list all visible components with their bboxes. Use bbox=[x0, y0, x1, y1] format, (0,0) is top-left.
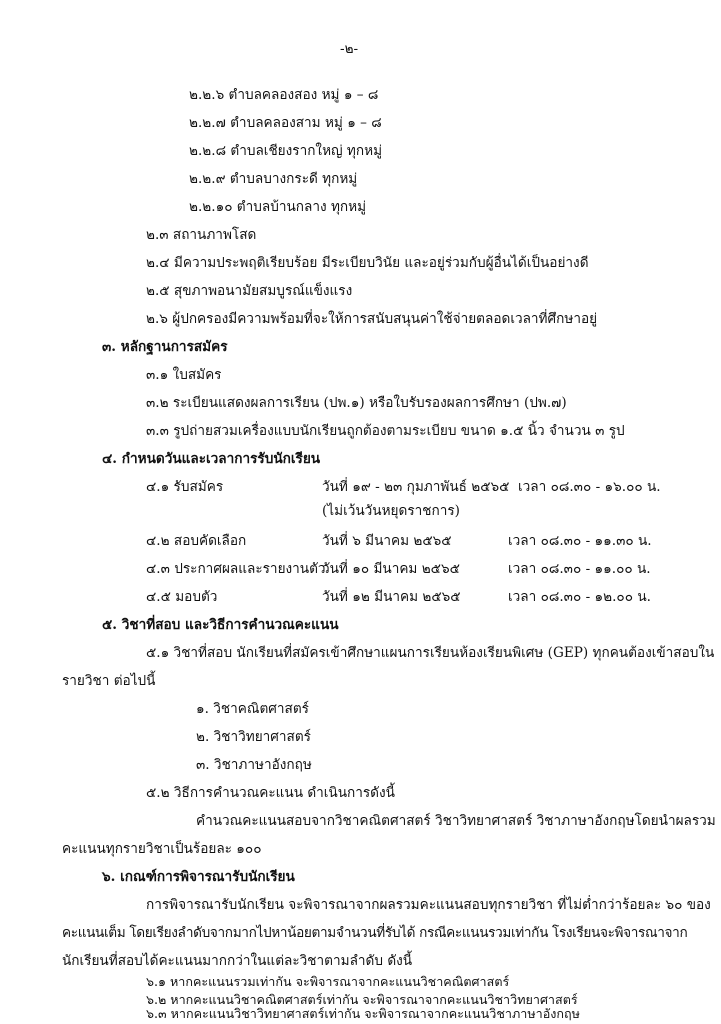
schedule-item: ๔.๒ สอบคัดเลือก bbox=[146, 533, 247, 549]
paragraph-line: รายวิชา ต่อไปนี้ bbox=[62, 673, 156, 689]
list-item: ๒.๒.๙ ตำบลบางกระดี ทุกหมู่ bbox=[189, 171, 358, 187]
section-heading: ๕. วิชาที่สอบ และวิธีการคำนวณคะแนน bbox=[102, 617, 339, 633]
list-item: ๒.๔ มีความประพฤติเรียบร้อย มีระเบียบวินัย และอยู่ร่วมกับผู้อื่นได้เป็นอย่างดี bbox=[146, 255, 589, 271]
list-item: ๒.๒.๑๐ ตำบลบ้านกลาง ทุกหมู่ bbox=[189, 199, 367, 215]
list-item: ๓.๓ รูปถ่ายสวมเครื่องแบบนักเรียนถูกต้องตามระเบียบ ขนาด ๑.๕ นิ้ว จำนวน ๓ รูป bbox=[146, 423, 625, 439]
schedule-item: ๔.๕ มอบตัว bbox=[146, 589, 218, 605]
schedule-date: วันที่ ๖ มีนาคม ๒๕๖๕ bbox=[322, 533, 452, 549]
schedule-time: เวลา ๐๘.๓๐ - ๑๑.๐๐ น. bbox=[508, 561, 651, 577]
schedule-date: วันที่ ๑๒ มีนาคม ๒๕๖๕ bbox=[322, 589, 461, 605]
list-item: ๓.๑ ใบสมัคร bbox=[146, 367, 222, 383]
list-item: ๒.๒.๖ ตำบลคลองสอง หมู่ ๑ – ๘ bbox=[189, 87, 379, 103]
section-heading: ๖. เกณฑ์การพิจารณารับนักเรียน bbox=[102, 869, 295, 885]
schedule-time: เวลา ๐๘.๓๐ - ๑๑.๓๐ น. bbox=[508, 533, 652, 549]
subject-item: ๓. วิชาภาษาอังกฤษ bbox=[196, 757, 312, 773]
schedule-date: วันที่ ๑๙ - ๒๓ กุมภาพันธ์ ๒๕๖๕ bbox=[322, 479, 510, 495]
paragraph-line: ๕.๑ วิชาที่สอบ นักเรียนที่สมัครเข้าศึกษาแผนการเรียนห้องเรียนพิเศษ (GEP) ทุกคนต้องเข้าสอบใน bbox=[146, 645, 715, 661]
list-item: ๕.๒ วิธีการคำนวณคะแนน ดำเนินการดังนี้ bbox=[146, 785, 395, 801]
list-item: ๖.๓ หากคะแนนวิชาวิทยาศาสตร์เท่ากัน จะพิจารณาจากคะแนนวิชาภาษาอังกฤษ bbox=[146, 1006, 580, 1021]
section-heading: ๔. กำหนดวันและเวลาการรับนักเรียน bbox=[102, 451, 321, 467]
paragraph-line: การพิจารณารับนักเรียน จะพิจารณาจากผลรวมคะแนนสอบทุกรายวิชา ที่ไม่ต่ำกว่าร้อยละ ๖๐ ของ bbox=[146, 897, 711, 913]
paragraph-line: คำนวณคะแนนสอบจากวิชาคณิตศาสตร์ วิชาวิทยาศาสตร์ วิชาภาษาอังกฤษโดยนำผลรวม bbox=[196, 813, 716, 829]
paragraph-line: คะแนนทุกรายวิชาเป็นร้อยละ ๑๐๐ bbox=[62, 841, 262, 857]
schedule-time: เวลา ๐๘.๓๐ - ๑๖.๐๐ น. bbox=[518, 479, 661, 495]
schedule-date: วันที่ ๑๐ มีนาคม ๒๕๖๕ bbox=[322, 561, 460, 577]
schedule-item: ๔.๓ ประกาศผลและรายงานตัว bbox=[146, 561, 326, 577]
schedule-time: เวลา ๐๘.๓๐ - ๑๒.๐๐ น. bbox=[508, 589, 651, 605]
paragraph-line: นักเรียนที่สอบได้คะแนนมากกว่าในแต่ละวิชาตามลำดับ ดังนี้ bbox=[62, 953, 413, 969]
list-item: ๒.๓ สถานภาพโสด bbox=[146, 227, 257, 243]
list-item: ๒.๖ ผู้ปกครองมีความพร้อมที่จะให้การสนับสนุนค่าใช้จ่ายตลอดเวลาที่ศึกษาอยู่ bbox=[146, 311, 598, 327]
list-item: ๒.๒.๗ ตำบลคลองสาม หมู่ ๑ – ๘ bbox=[189, 115, 382, 131]
subject-item: ๒. วิชาวิทยาศาสตร์ bbox=[196, 729, 311, 745]
subject-item: ๑. วิชาคณิตศาสตร์ bbox=[196, 701, 309, 717]
schedule-item: ๔.๑ รับสมัคร bbox=[146, 479, 224, 495]
list-item: ๒.๕ สุขภาพอนามัยสมบูรณ์แข็งแรง bbox=[146, 283, 353, 299]
list-item: ๖.๑ หากคะแนนรวมเท่ากัน จะพิจารณาจากคะแนนวิชาคณิตศาสตร์ bbox=[146, 974, 510, 989]
list-item: ๓.๒ ระเบียนแสดงผลการเรียน (ปพ.๑) หรือใบรับรองผลการศึกษา (ปพ.๗) bbox=[146, 395, 567, 411]
list-item: ๖.๒ หากคะแนนวิชาคณิตศาสตร์เท่ากัน จะพิจารณาจากคะแนนวิชาวิทยาศาสตร์ bbox=[146, 992, 578, 1007]
page-number: -๒- bbox=[340, 41, 359, 57]
schedule-note: (ไม่เว้นวันหยุดราชการ) bbox=[322, 503, 460, 519]
paragraph-line: คะแนนเต็ม โดยเรียงลำดับจากมากไปหาน้อยตามจำนวนที่รับได้ กรณีคะแนนรวมเท่ากัน โรงเรียนจะพิจารณาจาก bbox=[62, 925, 688, 941]
list-item: ๒.๒.๘ ตำบลเชียงรากใหญ่ ทุกหมู่ bbox=[189, 143, 383, 159]
section-heading: ๓. หลักฐานการสมัคร bbox=[102, 339, 228, 355]
